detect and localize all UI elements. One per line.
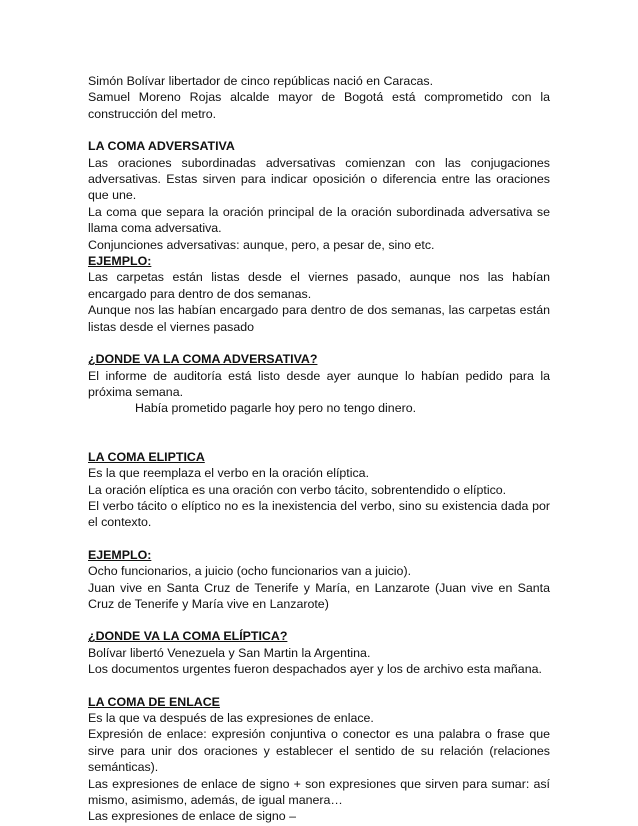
eliptica-paragraph-2: La oración elíptica es una oración con verbo tácito, sobrentendido o elíptico. bbox=[88, 482, 507, 497]
heading-coma-eliptica: LA COMA ELIPTICA bbox=[88, 449, 205, 464]
enlace-paragraph-3: Las expresiones de enlace de signo + son expresiones que sirven para sumar: así mismo, asimismo, además, de igual manera… bbox=[88, 776, 550, 808]
eliptica-example-1: Ocho funcionarios, a juicio (ocho funcionarios van a juicio). bbox=[88, 564, 412, 579]
adversativa-example-2: Aunque nos las habían encargado para dentro de dos semanas, las carpetas están listas desde el viernes pasado bbox=[88, 303, 550, 334]
donde-adversativa-paragraph-1: El informe de auditoría está listo desde ayer aunque lo habían pedido para la próxima semana. bbox=[88, 368, 550, 399]
donde-eliptica-paragraph-2: Los documentos urgentes fueron despachados ayer y los de archivo esta mañana. bbox=[88, 662, 542, 677]
heading-coma-enlace: LA COMA DE ENLACE bbox=[88, 694, 220, 709]
adversativa-example-1: Las carpetas están listas desde el viernes pasado, aunque nos las habían encargado para dentro de dos semanas. bbox=[88, 270, 550, 301]
adversativa-paragraph-3: Conjunciones adversativas: aunque, pero, a pesar de, sino etc. bbox=[88, 237, 435, 252]
enlace-paragraph-2: Expresión de enlace: expresión conjuntiva o conector es una palabra o frase que sirve para unir dos oraciones y establecer el sentido de su relación (relaciones semánticas). bbox=[88, 727, 550, 775]
intro-line-1: Simón Bolívar libertador de cinco repúblicas nació en Caracas. bbox=[88, 74, 434, 88]
eliptica-paragraph-3: El verbo tácito o elíptico no es la inexistencia del verbo, sino su existencia dada por el contexto. bbox=[88, 498, 550, 530]
adversativa-paragraph-2: La coma que separa la oración principal de la oración subordinada adversativa se llama coma adversativa. bbox=[88, 204, 550, 236]
heading-coma-adversativa: LA COMA ADVERSATIVA bbox=[88, 139, 235, 154]
eliptica-example-2: Juan vive en Santa Cruz de Tenerife y María, en Lanzarote (Juan vive en Santa Cruz de Tenerife y María vive en Lanzarote) bbox=[88, 580, 550, 611]
enlace-paragraph-4: Las expresiones de enlace de signo – bbox=[88, 809, 297, 824]
eliptica-paragraph-1: Es la que reemplaza el verbo en la oración elíptica. bbox=[88, 466, 370, 481]
donde-adversativa-paragraph-2: Había prometido pagarle hoy pero no tengo dinero. bbox=[135, 401, 417, 416]
enlace-paragraph-1: Es la que va después de las expresiones de enlace. bbox=[88, 711, 374, 725]
intro-line-2: Samuel Moreno Rojas alcalde mayor de Bogotá está comprometido con la construcción del metro. bbox=[88, 90, 550, 121]
adversativa-example-label: EJEMPLO: bbox=[88, 254, 152, 269]
eliptica-example-label: EJEMPLO: bbox=[88, 547, 152, 562]
donde-eliptica-paragraph-1: Bolívar libertó Venezuela y San Martin la Argentina. bbox=[88, 645, 371, 660]
document-page bbox=[88, 73, 550, 825]
adversativa-paragraph-1: Las oraciones subordinadas adversativas comienzan con las conjugaciones adversativas. Estas sirven para indicar oposición o diferencia entre las oraciones que une. bbox=[88, 155, 550, 203]
heading-donde-eliptica: ¿DONDE VA LA COMA ELÍPTICA? bbox=[88, 629, 288, 644]
heading-donde-adversativa: ¿DONDE VA LA COMA ADVERSATIVA? bbox=[88, 352, 318, 367]
